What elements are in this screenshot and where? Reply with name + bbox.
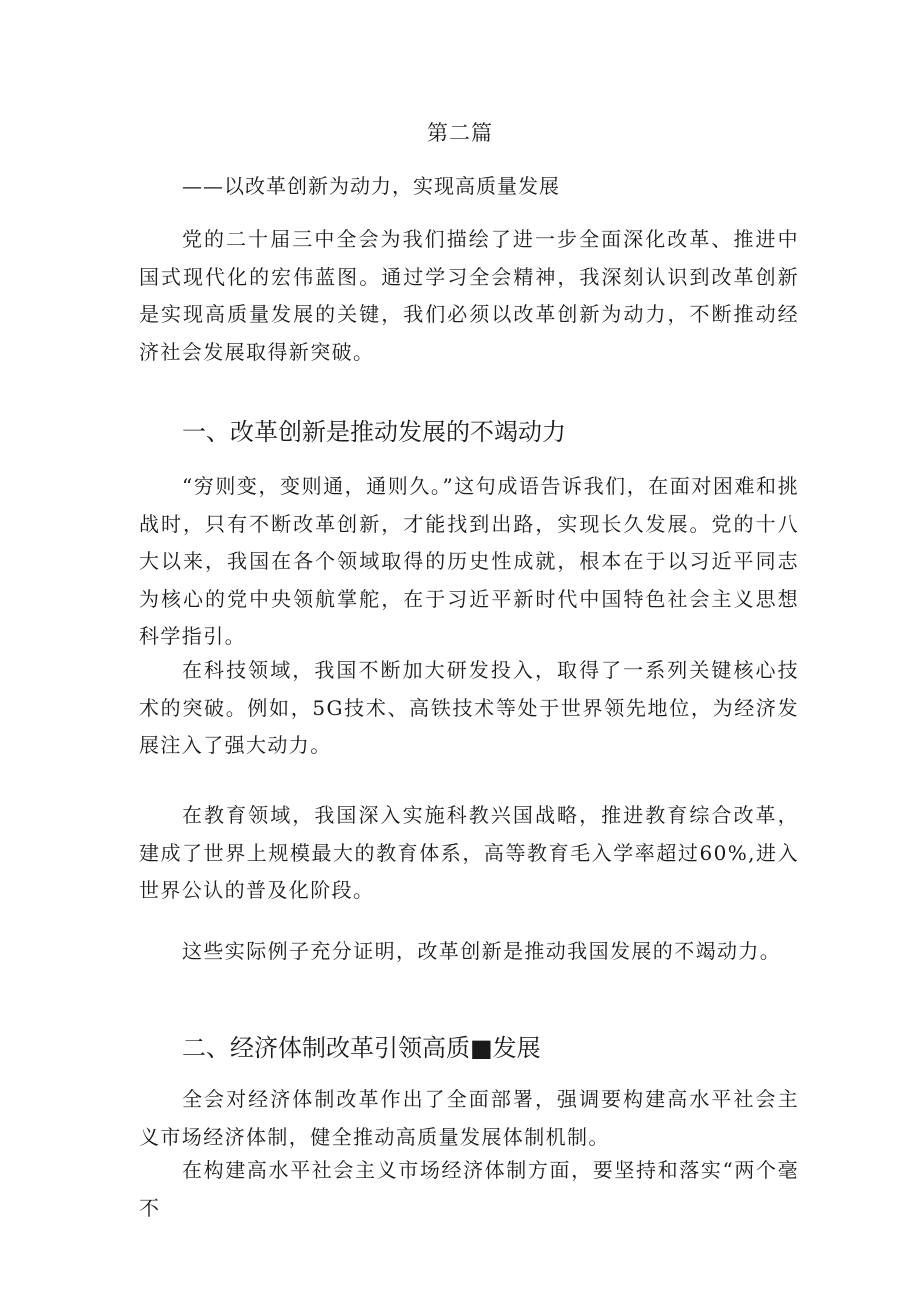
section-1-paragraph-3: 在教育领域，我国深入实施科教兴国战略，推进教育综合改革，建成了世界上规模最大的教育体系，高等教育毛入学率超过60%,进入世界公认的普及化阶段。 — [139, 803, 799, 902]
section-2-paragraph-1: 全会对经济体制改革作出了全面部署，强调要构建高水平社会主义市场经济体制，健全推动高质量发展体制机制。 — [139, 1087, 799, 1149]
document-title: 第二篇 — [427, 121, 493, 145]
section-1-paragraph-2: 在科技领域，我国不断加大研发投入，取得了一系列关键核心技术的突破。例如，5G技术、高铁技术等处于世界领先地位，为经济发展注入了强大动力。 — [139, 658, 799, 757]
intro-paragraph: 党的二十届三中全会为我们描绘了进一步全面深化改革、推进中国式现代化的宏伟蓝图。通过学习全会精神，我深刻认识到改革创新是实现高质量发展的关键，我们必须以改革创新为动力，不断推动经济社会发展取得新突破。 — [139, 227, 799, 364]
document-subtitle: ——以改革创新为动力，实现高质量发展 — [182, 174, 560, 198]
section-1-paragraph-1: “穷则变，变则通，通则久。”这句成语告诉我们，在面对困难和挑战时，只有不断改革创新，才能找到出路，实现长久发展。党的十八大以来，我国在各个领域取得的历史性成就，根本在于以习近平同志为核心的党中央领航掌舵，在于习近平新时代中国特色社会主义思想科学指引。 — [139, 474, 799, 648]
section-heading-1: 一、改革创新是推动发展的不竭动力 — [182, 418, 566, 446]
section-1-paragraph-4: 这些实际例子充分证明，改革创新是推动我国发展的不竭动力。 — [182, 939, 782, 963]
section-2-paragraph-2: 在构建高水平社会主义市场经济体制方面，要坚持和落实“两个毫不 — [139, 1158, 799, 1220]
section-heading-2: 二、经济体制改革引领高质■发展 — [182, 1034, 541, 1062]
